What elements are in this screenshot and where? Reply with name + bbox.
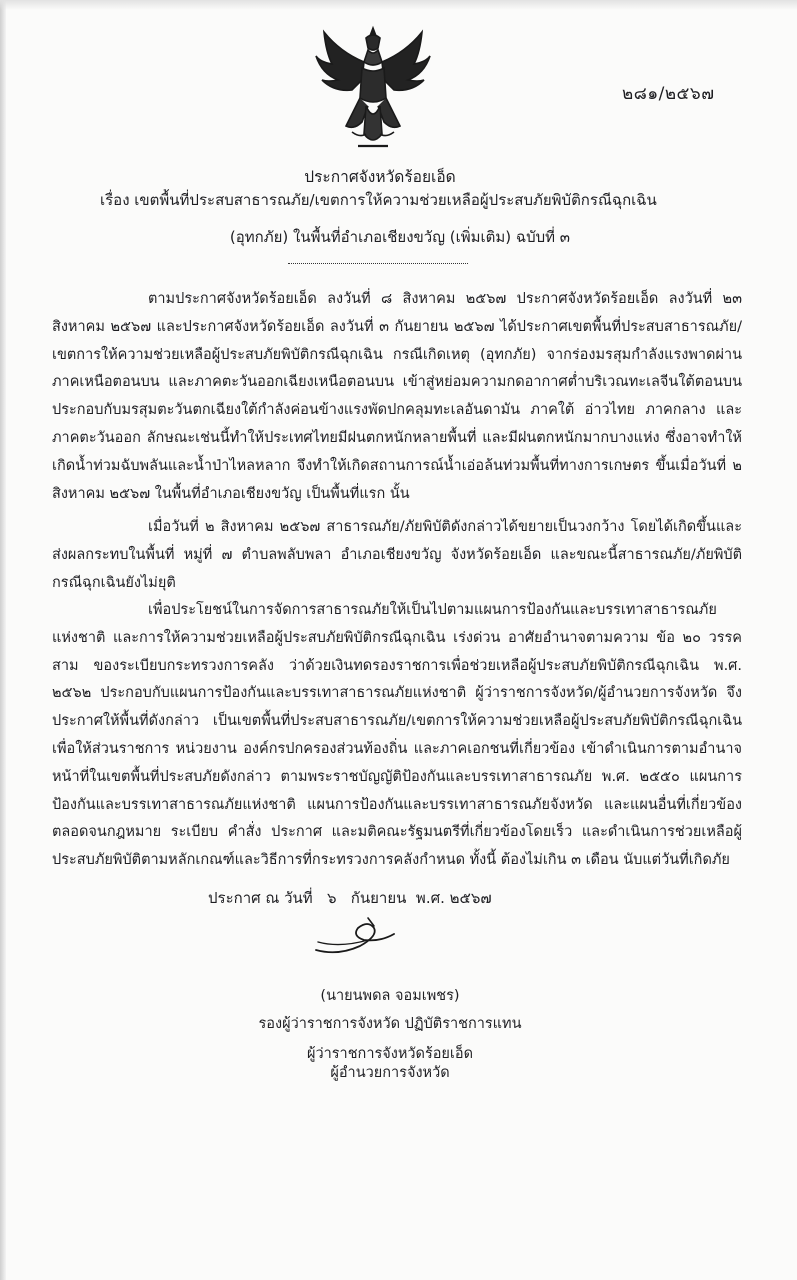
handwritten-signature [308,912,408,960]
page-edge-shadow [0,0,6,1280]
announcement-date: ประกาศ ณ วันที่ ๖ กันยายน พ.ศ. ๒๕๖๗ [208,889,492,907]
body-paragraph-3: เพื่อประโยชน์ในการจัดการสาธารณภัยให้เป็นไปตามแผนการป้องกันและบรรเทาสาธารณภัยแห่งชาติ และการให้ความช่วยเหลือผู้ประสบภัยพิบัติกรณีฉุกเฉิน เร่งด่วน อาศัยอำนาจตามความ ข้อ ๒๐ วรรคสาม ของระเบียบกระทรวงการคลัง ว่าด้วยเงินทดรองราชการเพื่อช่วยเหลือผู้ประสบภัยพิบัติกรณีฉุกเฉิน พ.ศ. ๒๕๖๒ ประกอบกับแผนการป้องกันและบรรเทาสาธารณภัยแห่งชาติ ผู้ว่าราชการจังหวัด/ผู้อำนวยการจังหวัด จึงประกาศให้พื้นที่ดังกล่าว เป็นเขตพื้นที่ประสบสาธารณภัย/เขตการให้ความช่วยเหลือผู้ประสบภัยพิบัติกรณีฉุกเฉิน เพื่อให้ส่วนราชการ หน่วยงาน องค์กรปกครองส่วนท้องถิ่น และภาคเอกชนที่เกี่ยวข้อง เข้าดำเนินการตามอำนาจหน้าที่ในเขตพื้นที่ประสบภัยดังกล่าว ตามพระราชบัญญัติป้องกันและบรรเทาสาธารณภัย พ.ศ. ๒๕๕๐ แผนการป้องกันและบรรเทาสาธารณภัยแห่งชาติ แผนการป้องกันและบรรเทาสาธารณภัยจังหวัด และแผนอื่นที่เกี่ยวข้อง ตลอดจนกฎหมาย ระเบียบ คำสั่ง ประกาศ และมติคณะรัฐมนตรีที่เกี่ยวข้องโดยเร็ว และดำเนินการช่วยเหลือผู้ประสบภัยพิบัติตามหลักเกณฑ์และวิธีการที่กระทรวงการคลังกำหนด ทั้งนี้ ต้องไม่เกิน ๓ เดือน นับแต่วันที่เกิดภัย [52,602,742,869]
subject-line-1: เรื่อง เขตพื้นที่ประสบสาธารณภัย/เขตการให้ความช่วยเหลือผู้ประสบภัยพิบัติกรณีฉุกเฉิน [100,191,657,209]
dotted-divider [288,259,468,264]
page-top-shadow [0,0,797,10]
subject-line-2: (อุทกภัย) ในพื้นที่อำเภอเชียงขวัญ (เพิ่มเติม) ฉบับที่ ๓ [229,228,571,246]
signer-position-3: ผู้อำนวยการจังหวัด [330,1065,450,1081]
body-paragraph-1: ตามประกาศจังหวัดร้อยเอ็ด ลงวันที่ ๘ สิงหาคม ๒๕๖๗ ประกาศจังหวัดร้อยเอ็ด ลงวันที่ ๒๓ สิงหาคม ๒๕๖๗ และประกาศจังหวัดร้อยเอ็ด ลงวันที่ ๓ กันยายน ๒๕๖๗ ได้ประกาศเขตพื้นที่ประสบสาธารณภัย/เขตการให้ความช่วยเหลือผู้ประสบภัยพิบัติกรณีฉุกเฉิน กรณีเกิดเหตุ (อุทกภัย) จากร่องมรสุมกำลังแรงพาดผ่านภาคเหนือตอนบน และภาคตะวันออกเฉียงเหนือตอนบน เข้าสู่หย่อมความกดอากาศต่ำบริเวณทะเลจีนใต้ตอนบน ประกอบกับมรสุมตะวันตกเฉียงใต้กำลังค่อนข้างแรงพัดปกคลุมทะเลอันดามัน ภาคใต้ อ่าวไทย ภาคกลาง และภาคตะวันออก ลักษณะเช่นนี้ทำให้ประเทศไทยมีฝนตกหนักหลายพื้นที่ และมีฝนตกหนักมากบางแห่ง ซึ่งอาจทำให้เกิดน้ำท่วมฉับพลันและน้ำป่าไหลหลาก จึงทำให้เกิดสถานการณ์น้ำเอ่อล้นท่วมพื้นที่ทางการเกษตร ขึ้นเมื่อวันที่ ๒ สิงหาคม ๒๕๖๗ ในพื้นที่อำเภอเชียงขวัญ เป็นพื้นที่แรก นั้น [52,291,742,502]
body-paragraph-2: เมื่อวันที่ ๒ สิงหาคม ๒๕๖๗ สาธารณภัย/ภัยพิบัติดังกล่าวได้ขยายเป็นวงกว้าง โดยได้เกิดขึ้นและส่งผลกระทบในพื้นที่ หมู่ที่ ๗ ตำบลพลับพลา อำเภอเชียงขวัญ จังหวัดร้อยเอ็ด และขณะนี้สาธารณภัย/ภัยพิบัติกรณีฉุกเฉินยังไม่ยุติ [52,519,742,591]
garuda-emblem [312,22,434,154]
announcement-title: ประกาศจังหวัดร้อยเอ็ด [304,168,456,186]
signer-name: (นายนพดล จอมเพชร) [320,988,460,1004]
signer-position-1: รองผู้ว่าราชการจังหวัด ปฏิบัติราชการแทน [258,1016,522,1032]
document-number: ๒๘๑/๒๕๖๗ [622,84,715,104]
signer-position-2: ผู้ว่าราชการจังหวัดร้อยเอ็ด [306,1046,474,1062]
